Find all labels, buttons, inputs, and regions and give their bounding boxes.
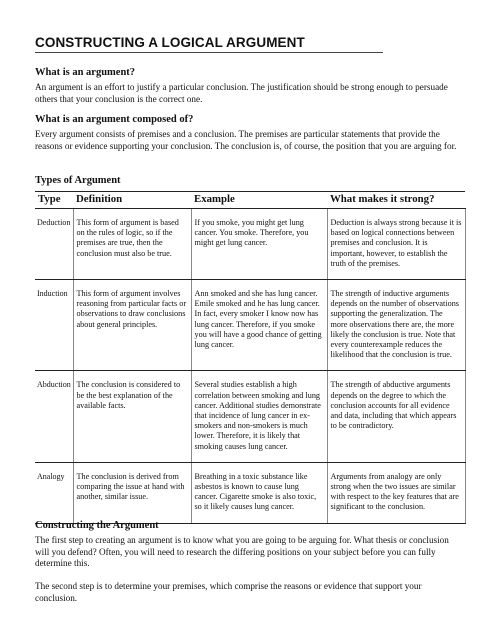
table-row	[35, 280, 465, 371]
cell-definition: The conclusion is derived from comparing the issue at hand with another, similar issue.	[73, 462, 191, 523]
paragraph-step-one: The first step to creating an argument is to know what you are going to be arguing for. What thesis or conclusion will you defend? Often, you will need to research the differing positions on your subject before you can fully determine this.	[35, 535, 449, 568]
cell-example: If you smoke, you might get lung cancer. You smoke. Therefore, you might get lung cancer.	[191, 209, 327, 280]
table-row	[35, 209, 465, 280]
cell-type: Induction	[35, 280, 73, 371]
page-title: CONSTRUCTING A LOGICAL ARGUMENT	[35, 35, 305, 50]
header-what-makes-strong: What makes it strong?	[327, 192, 465, 209]
header-definition: Definition	[73, 192, 191, 209]
cell-type: Analogy	[35, 462, 73, 523]
header-example: Example	[191, 192, 327, 209]
cell-type: Abduction	[35, 371, 73, 462]
paragraph-argument-composed: Every argument consists of premises and a conclusion. The premises are particular statements that provide the reasons or evidence supporting your conclusion. The conclusion is, of course, the position that you are arguing for.	[35, 129, 457, 151]
cell-example: Ann smoked and she has lung cancer. Emile smoked and he has lung cancer. In fact, every smoker I know now has lung cancer. Therefore, if you smoke you will have a good chance of getting lung cancer.	[191, 280, 327, 371]
argument-types-table	[35, 191, 466, 524]
cell-definition: The conclusion is considered to be the best explanation of the available facts.	[73, 371, 191, 462]
heading-argument-composed: What is an argument composed of?	[35, 114, 194, 125]
table-header-row	[35, 192, 465, 209]
cell-strength: Arguments from analogy are only strong when the two issues are similar with respect to the key features that are significant to the conclusion.	[327, 462, 465, 523]
cell-example: Breathing in a toxic substance like asbestos is known to cause lung cancer. Cigarette smoke is also toxic, so it likely causes lung cancer.	[191, 462, 327, 523]
paragraph-what-is-argument: An argument is an effort to justify a particular conclusion. The justification should be strong enough to persuade others that your conclusion is the correct one.	[35, 82, 448, 104]
cell-type: Deduction	[35, 209, 73, 280]
paragraph-step-two: The second step is to determine your premises, which comprise the reasons or evidence that support your conclusion.	[35, 581, 422, 603]
table-row	[35, 462, 465, 523]
heading-constructing-argument: Constructing the Argument	[35, 520, 159, 531]
cell-strength: Deduction is always strong because it is based on logical connections between premises and conclusion. It is important, however, to establish the truth of the premises.	[327, 209, 465, 280]
cell-strength: The strength of inductive arguments depends on the number of observations supporting the generalization. The more observations there are, the more likely the conclusion is true. Note that every counterexample reduces the likelihood that the conclusion is true.	[327, 280, 465, 371]
cell-definition: This form of argument involves reasoning from particular facts or observations to draw conclusions about general principles.	[73, 280, 191, 371]
heading-types-of-argument: Types of Argument	[35, 175, 121, 186]
cell-example: Several studies establish a high correlation between smoking and lung cancer. Additional studies demonstrate that incidence of lung cancer in ex-smokers and non-smokers is much lower. Therefore, it is likely that smoking causes lung cancer.	[191, 371, 327, 462]
cell-definition: This form of argument is based on the rules of logic, so if the premises are true, then the conclusion must also be true.	[73, 209, 191, 280]
table-row	[35, 371, 465, 462]
title-underline	[35, 52, 383, 53]
cell-strength: The strength of abductive arguments depends on the degree to which the conclusion accounts for all evidence and data, including that which appears to be contradictory.	[327, 371, 465, 462]
heading-what-is-argument: What is an argument?	[35, 67, 136, 78]
header-type: Type	[35, 192, 73, 209]
